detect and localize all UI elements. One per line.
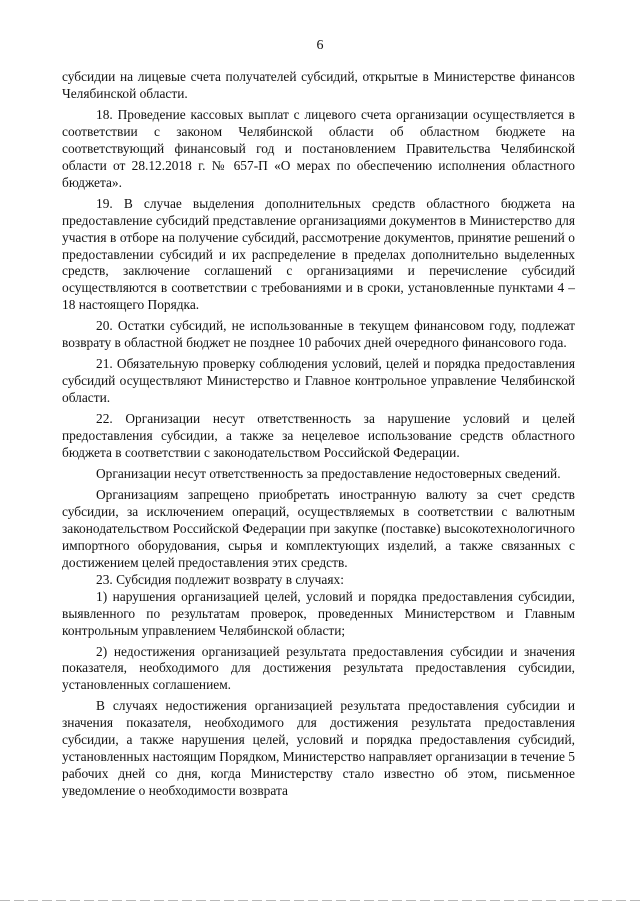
paragraph-22-liability: Организации несут ответственность за предоставление недостоверных сведений.: [96, 465, 561, 481]
paragraph-23: 23. Субсидия подлежит возврату в случаях:: [96, 571, 344, 587]
paragraph-21: 21. Обязательную проверку соблюдения условий, целей и порядка предоставления субсидий осуществляют Министерство и Главное контрольное управление Челябинской области.: [62, 356, 575, 406]
paragraph-19: 19. В случае выделения дополнительных средств областного бюджета на предоставление субсидий представление организациями документов в Министерство для участия в отборе на получение субсидий, рассмотрение документов, принятие решений о предоставлении субсидий и их распределение в пределах дополнительно выделенных средств, заключение соглашений с организациями и перечисление субсидий осуществляются в соответствии с требованиями и в сроки, установленные пунктами 4 – 18 настоящего Порядка.: [62, 195, 575, 313]
paragraph-22: 22. Организации несут ответственность за нарушение условий и целей предоставления субсидии, а также за нецелевое использование средств областного бюджета в соответствии с законодательством Российской Федерации.: [62, 411, 575, 461]
paragraph-18: 18. Проведение кассовых выплат с лицевого счета организации осуществляется в соответствии с законом Челябинской области об областном бюджете на соответствующий финансовый год и постановлением Правительства Челябинской области от 28.12.2018 г. № 657-П «О мерах по обеспечению исполнения областного бюджета».: [62, 106, 575, 190]
paragraph-continuation: субсидии на лицевые счета получателей субсидий, открытые в Министерстве финансов Челябинской области.: [62, 69, 575, 101]
paragraph-23-notice: В случаях недостижения организацией результата предоставления субсидии и значения показателя, необходимого для достижения результата предоставления субсидии, а также нарушения целей, условий и порядка предоставления субсидий, установленных настоящим Порядком, Министерство направляет организации в течение 5 рабочих дней со дня, когда Министерству стало известно об этом, письменное уведомление о необходимости возврата: [62, 698, 575, 799]
paragraph-23-item-2: 2) недостижения организацией результата предоставления субсидии и значения показателя, необходимого для достижения результата предоставления субсидии, установленных соглашением.: [62, 643, 575, 693]
page-number: 6: [316, 38, 324, 53]
paragraph-23-item-1: 1) нарушения организацией целей, условий и порядка предоставления субсидии, выявленного по результатам проверок, проведенных Министерством и Главным контрольным управлением Челябинской области;: [62, 588, 575, 638]
paragraph-20: 20. Остатки субсидий, не использованные в текущем финансовом году, подлежат возврату в областной бюджет не позднее 10 рабочих дней очередного финансового года.: [62, 318, 575, 351]
scan-edge-divider: [0, 900, 640, 901]
document-body: [62, 69, 575, 800]
paragraph-22-currency: Организациям запрещено приобретать иностранную валюту за счет средств субсидии, за исключением операций, осуществляемых в соответствии с валютным законодательством Российской Федерации при закупке (поставке) высокотехнологичного импортного оборудования, сырья и комплектующих изделий, а также связанных с достижением целей предоставления этих средств.: [62, 486, 575, 570]
